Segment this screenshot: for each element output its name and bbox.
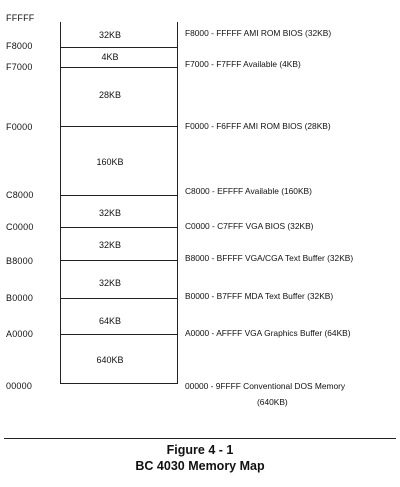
region-size-label: 28KB — [98, 90, 122, 100]
region-size-label: 32KB — [98, 240, 122, 250]
region-description: C8000 - EFFFF Available (160KB) — [185, 186, 312, 196]
figure-title: BC 4030 Memory Map — [135, 459, 265, 473]
region-description: B0000 - B7FFF MDA Text Buffer (32KB) — [185, 291, 334, 301]
region-description: C0000 - C7FFF VGA BIOS (32KB) — [185, 221, 314, 231]
divider-c8000 — [60, 195, 178, 196]
address-label: A0000 — [6, 329, 34, 339]
address-label: B0000 — [6, 293, 34, 303]
region-description: F8000 - FFFFF AMI ROM BIOS (32KB) — [185, 28, 332, 38]
divider-b8000 — [60, 260, 178, 261]
address-label: FFFFF — [6, 13, 35, 23]
address-label: 00000 — [6, 381, 33, 391]
region-size-label: 640KB — [96, 355, 124, 365]
divider-f0000 — [60, 126, 178, 127]
region-size-label: 160KB — [96, 157, 124, 167]
divider-c0000 — [60, 227, 178, 228]
region-size-label: 32KB — [98, 278, 122, 288]
divider-f8000 — [60, 47, 178, 48]
figure-number: Figure 4 - 1 — [166, 443, 234, 457]
region-size-label: 4KB — [101, 52, 119, 62]
divider-b0000 — [60, 298, 178, 299]
address-label: B8000 — [6, 256, 34, 266]
region-size-label: 32KB — [98, 208, 122, 218]
region-description: 00000 - 9FFFF Conventional DOS Memory — [185, 381, 346, 391]
address-label: C8000 — [6, 190, 34, 200]
region-description: F0000 - F6FFF AMI ROM BIOS (28KB) — [185, 121, 331, 131]
address-label: F0000 — [6, 122, 33, 132]
region-size-label: 64KB — [98, 316, 122, 326]
region-description: F7000 - F7FFF Available (4KB) — [185, 59, 301, 69]
divider-a0000 — [60, 334, 178, 335]
divider-f7000 — [60, 67, 178, 68]
region-description: B8000 - BFFFF VGA/CGA Text Buffer (32KB) — [185, 253, 354, 263]
region-size-label: 32KB — [98, 30, 122, 40]
address-label: F8000 — [6, 41, 33, 51]
address-label: C0000 — [6, 222, 34, 232]
memory-map-box — [60, 22, 178, 384]
caption-rule — [4, 438, 396, 439]
region-description-continuation: (640KB) — [257, 397, 288, 407]
address-label: F7000 — [6, 62, 33, 72]
region-description: A0000 - AFFFF VGA Graphics Buffer (64KB) — [185, 328, 351, 338]
